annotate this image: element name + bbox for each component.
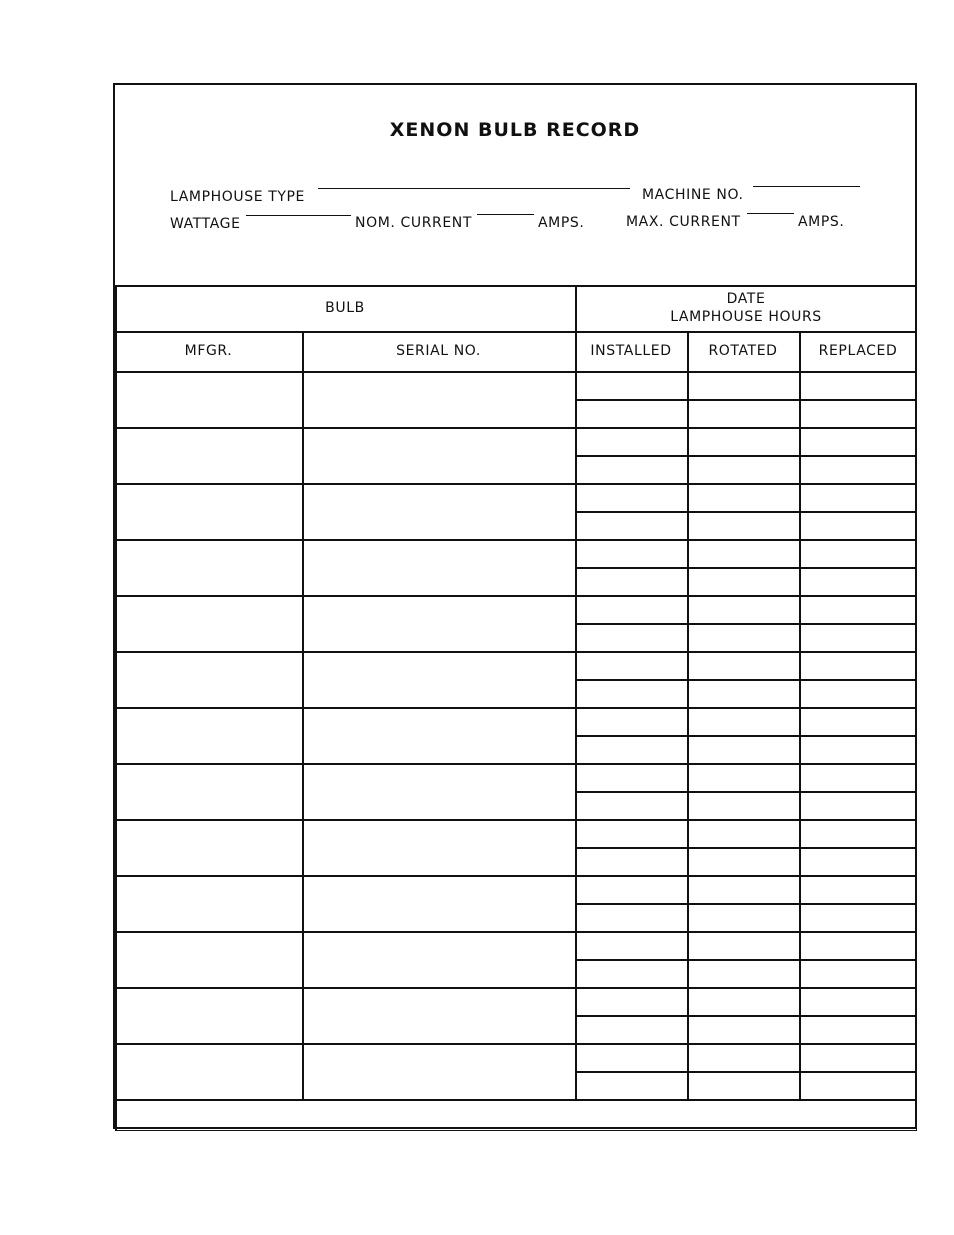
rotated-cell[interactable] bbox=[687, 679, 799, 707]
rotated-cell[interactable] bbox=[687, 847, 799, 875]
installed-cell[interactable] bbox=[575, 707, 687, 735]
column-header-rotated: ROTATED bbox=[708, 343, 778, 359]
replaced-cell[interactable] bbox=[799, 1015, 917, 1043]
replaced-cell[interactable] bbox=[799, 427, 917, 455]
serial-no-cell[interactable] bbox=[302, 427, 575, 483]
serial-no-cell[interactable] bbox=[302, 371, 575, 427]
replaced-cell[interactable] bbox=[799, 679, 917, 707]
replaced-cell[interactable] bbox=[799, 483, 917, 511]
rotated-cell[interactable] bbox=[687, 539, 799, 567]
installed-cell[interactable] bbox=[575, 1071, 687, 1099]
installed-cell[interactable] bbox=[575, 511, 687, 539]
serial-no-cell[interactable] bbox=[302, 483, 575, 539]
rotated-cell[interactable] bbox=[687, 567, 799, 595]
mfgr-cell[interactable] bbox=[115, 427, 302, 483]
max-current-label: MAX. CURRENT bbox=[626, 214, 741, 230]
replaced-cell[interactable] bbox=[799, 399, 917, 427]
serial-no-cell[interactable] bbox=[302, 595, 575, 651]
replaced-cell[interactable] bbox=[799, 1043, 917, 1071]
installed-cell[interactable] bbox=[575, 819, 687, 847]
replaced-cell[interactable] bbox=[799, 539, 917, 567]
amps-unit-label: AMPS. bbox=[798, 214, 845, 230]
date-lamphouse-hours-group-header bbox=[575, 285, 917, 331]
installed-cell[interactable] bbox=[575, 1015, 687, 1043]
rotated-cell[interactable] bbox=[687, 455, 799, 483]
form-title: XENON BULB RECORD bbox=[389, 119, 641, 141]
header-divider-rule bbox=[115, 331, 917, 333]
mfgr-cell[interactable] bbox=[115, 763, 302, 819]
rotated-cell[interactable] bbox=[687, 819, 799, 847]
rotated-cell[interactable] bbox=[687, 707, 799, 735]
installed-cell[interactable] bbox=[575, 847, 687, 875]
serial-no-cell[interactable] bbox=[302, 987, 575, 1043]
table-top-rule bbox=[115, 285, 917, 287]
bulb-group-header: BULB bbox=[325, 300, 365, 316]
replaced-cell[interactable] bbox=[799, 847, 917, 875]
nom-current-label: NOM. CURRENT bbox=[355, 215, 473, 231]
rotated-cell[interactable] bbox=[687, 1071, 799, 1099]
replaced-cell[interactable] bbox=[799, 819, 917, 847]
lamphouse-type-field[interactable] bbox=[318, 188, 630, 189]
installed-cell[interactable] bbox=[575, 1043, 687, 1071]
replaced-cell[interactable] bbox=[799, 651, 917, 679]
serial-no-cell[interactable] bbox=[302, 819, 575, 875]
column-header-serial-no: SERIAL NO. bbox=[396, 343, 481, 359]
serial-no-cell[interactable] bbox=[302, 1043, 575, 1099]
rotated-cell[interactable] bbox=[687, 903, 799, 931]
max-current-field[interactable] bbox=[747, 213, 794, 214]
rotated-cell[interactable] bbox=[687, 875, 799, 903]
installed-cell[interactable] bbox=[575, 567, 687, 595]
column-header-installed: INSTALLED bbox=[590, 343, 672, 359]
rotated-cell[interactable] bbox=[687, 791, 799, 819]
replaced-cell[interactable] bbox=[799, 903, 917, 931]
mfgr-cell[interactable] bbox=[115, 1043, 302, 1099]
rotated-cell[interactable] bbox=[687, 735, 799, 763]
installed-cell[interactable] bbox=[575, 595, 687, 623]
mfgr-cell[interactable] bbox=[115, 875, 302, 931]
amps-unit-label: AMPS. bbox=[538, 215, 585, 231]
rotated-cell[interactable] bbox=[687, 763, 799, 791]
installed-cell[interactable] bbox=[575, 455, 687, 483]
mfgr-cell[interactable] bbox=[115, 483, 302, 539]
machine-no-field[interactable] bbox=[753, 186, 860, 187]
rotated-cell[interactable] bbox=[687, 511, 799, 539]
replaced-cell[interactable] bbox=[799, 1071, 917, 1099]
serial-no-cell[interactable] bbox=[302, 763, 575, 819]
replaced-cell[interactable] bbox=[799, 511, 917, 539]
rotated-cell[interactable] bbox=[687, 427, 799, 455]
mfgr-cell[interactable] bbox=[115, 819, 302, 875]
serial-no-cell[interactable] bbox=[302, 875, 575, 931]
rotated-cell[interactable] bbox=[687, 399, 799, 427]
replaced-cell[interactable] bbox=[799, 623, 917, 651]
mfgr-cell[interactable] bbox=[115, 371, 302, 427]
wattage-label: WATTAGE bbox=[170, 216, 241, 232]
installed-cell[interactable] bbox=[575, 735, 687, 763]
installed-cell[interactable] bbox=[575, 399, 687, 427]
replaced-cell[interactable] bbox=[799, 763, 917, 791]
rotated-cell[interactable] bbox=[687, 1015, 799, 1043]
replaced-cell[interactable] bbox=[799, 371, 917, 399]
installed-cell[interactable] bbox=[575, 987, 687, 1015]
replaced-cell[interactable] bbox=[799, 987, 917, 1015]
mfgr-cell[interactable] bbox=[115, 651, 302, 707]
installed-cell[interactable] bbox=[575, 539, 687, 567]
table-bottom-rule bbox=[115, 1130, 917, 1132]
installed-cell[interactable] bbox=[575, 903, 687, 931]
replaced-cell[interactable] bbox=[799, 791, 917, 819]
mfgr-cell[interactable] bbox=[115, 987, 302, 1043]
replaced-cell[interactable] bbox=[799, 875, 917, 903]
replaced-cell[interactable] bbox=[799, 595, 917, 623]
rotated-cell[interactable] bbox=[687, 651, 799, 679]
mfgr-cell[interactable] bbox=[115, 707, 302, 763]
installed-cell[interactable] bbox=[575, 959, 687, 987]
replaced-cell[interactable] bbox=[799, 707, 917, 735]
rotated-cell[interactable] bbox=[687, 987, 799, 1015]
replaced-cell[interactable] bbox=[799, 455, 917, 483]
installed-cell[interactable] bbox=[575, 679, 687, 707]
rotated-cell[interactable] bbox=[687, 1043, 799, 1071]
replaced-cell[interactable] bbox=[799, 567, 917, 595]
serial-no-cell[interactable] bbox=[302, 931, 575, 987]
installed-cell[interactable] bbox=[575, 763, 687, 791]
column-header-mfgr: MFGR. bbox=[184, 343, 233, 359]
machine-no-label: MACHINE NO. bbox=[642, 187, 744, 203]
installed-cell[interactable] bbox=[575, 623, 687, 651]
serial-no-cell[interactable] bbox=[302, 539, 575, 595]
date-header-line: DATE bbox=[726, 291, 766, 307]
serial-no-cell[interactable] bbox=[302, 651, 575, 707]
row-rule bbox=[115, 1099, 917, 1101]
bulb-record-table bbox=[115, 285, 917, 1131]
installed-cell[interactable] bbox=[575, 651, 687, 679]
rotated-cell[interactable] bbox=[687, 483, 799, 511]
lamphouse-hours-header-line: LAMPHOUSE HOURS bbox=[670, 309, 822, 325]
serial-no-cell[interactable] bbox=[302, 707, 575, 763]
replaced-cell[interactable] bbox=[799, 959, 917, 987]
replaced-cell[interactable] bbox=[799, 735, 917, 763]
mfgr-cell[interactable] bbox=[115, 931, 302, 987]
installed-cell[interactable] bbox=[575, 931, 687, 959]
rotated-cell[interactable] bbox=[687, 595, 799, 623]
rotated-cell[interactable] bbox=[687, 623, 799, 651]
mfgr-cell[interactable] bbox=[115, 539, 302, 595]
installed-cell[interactable] bbox=[575, 483, 687, 511]
rotated-cell[interactable] bbox=[687, 931, 799, 959]
replaced-cell[interactable] bbox=[799, 931, 917, 959]
mfgr-cell[interactable] bbox=[115, 595, 302, 651]
nom-current-field[interactable] bbox=[477, 214, 534, 215]
installed-cell[interactable] bbox=[575, 427, 687, 455]
lamphouse-type-label: LAMPHOUSE TYPE bbox=[170, 189, 305, 205]
installed-cell[interactable] bbox=[575, 791, 687, 819]
rotated-cell[interactable] bbox=[687, 371, 799, 399]
installed-cell[interactable] bbox=[575, 371, 687, 399]
rotated-cell[interactable] bbox=[687, 959, 799, 987]
wattage-field[interactable] bbox=[246, 215, 351, 216]
column-header-replaced: REPLACED bbox=[818, 343, 898, 359]
installed-cell[interactable] bbox=[575, 875, 687, 903]
